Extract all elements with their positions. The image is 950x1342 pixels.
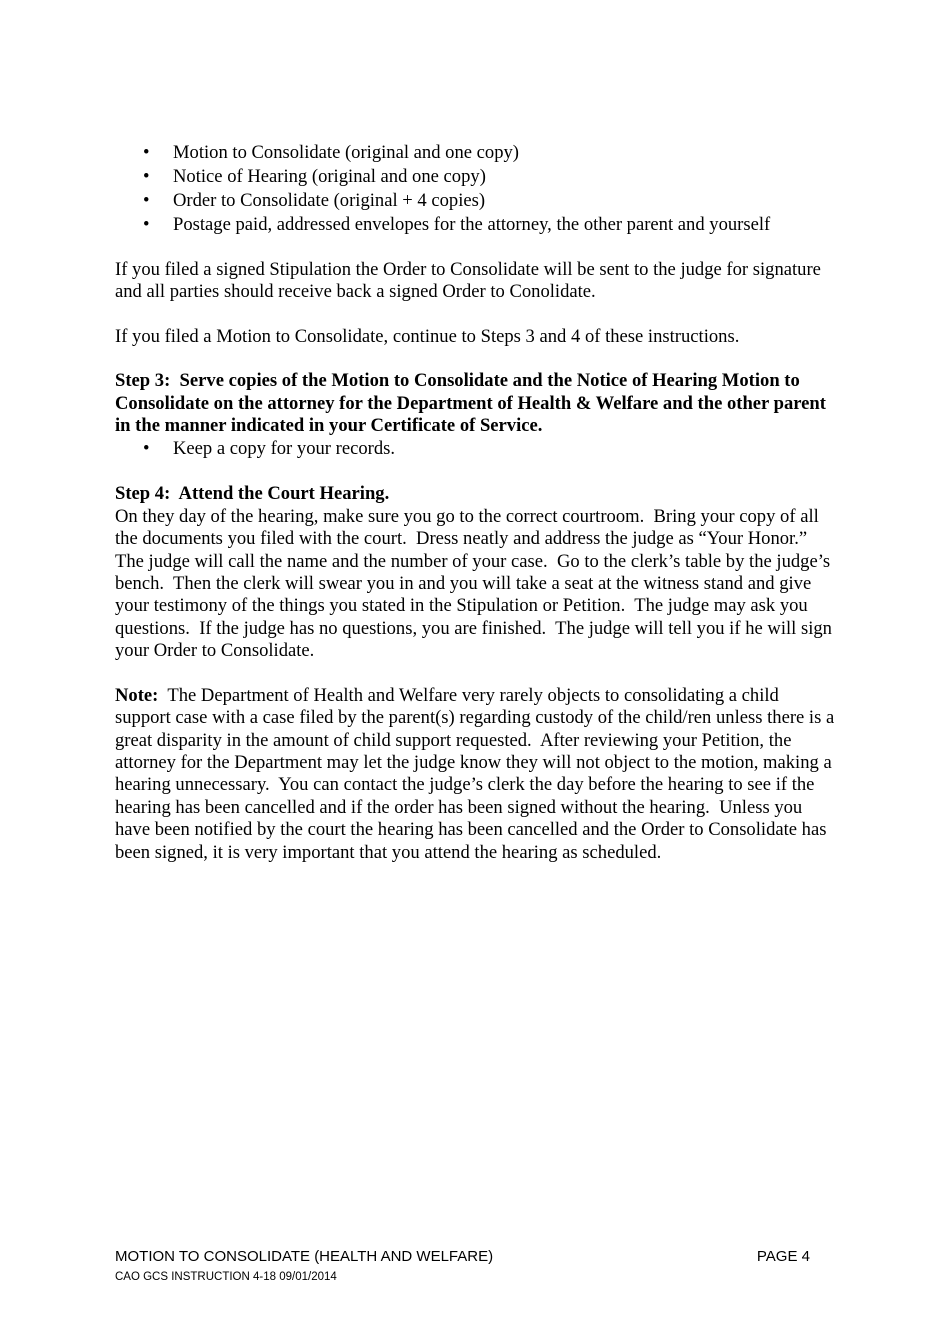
step3-heading: Step 3: Serve copies of the Motion to Consolidate and the Notice of Hearing Motion to Consolidate on the attorney for the Department of Health & Welfare and the other parent in the manner indicated in your Certificate of Service. (115, 370, 831, 437)
footer-instruction-line: CAO GCS INSTRUCTION 4-18 09/01/2014 (115, 1271, 337, 1283)
motion-paragraph: If you filed a Motion to Consolidate, continue to Steps 3 and 4 of these instructions. (115, 325, 740, 347)
note-label: Note: (115, 684, 159, 706)
checklist-item: • Notice of Hearing (original and one copy) (115, 165, 837, 189)
note-paragraph (115, 685, 837, 864)
footer-page-number: PAGE 4 (756, 1248, 810, 1265)
document-checklist (115, 141, 837, 237)
step3-bullet-list (115, 437, 837, 461)
note-body: The Department of Health and Welfare very rarely objects to consolidating a child support case with a case filed by the parent(s) regarding custody of the child/ren unless there is a great disparity in the amount of child support requested. After reviewing your Petition, the attorney for the Department may let the judge know they will not object to the motion, making a hearing unnecessary. You can contact the judge’s clerk the day before the hearing to see if the hearing has been cancelled and if the order has been signed without the hearing. Unless you have been notified by the court the hearing has been cancelled and the Order to Consolidate has been signed, it is very important that you attend the hearing as scheduled. (115, 684, 839, 863)
checklist-item: • Motion to Consolidate (original and one copy) (115, 141, 837, 165)
step4-body: On they day of the hearing, make sure you go to the correct courtroom. Bring your copy of all the documents you filed with the court. Dress neatly and address the judge as “Your Honor.” The judge will call the name and the number of your case. Go to the clerk’s table by the judge’s bench. Then the clerk will swear you in and you will take a seat at the witness stand and give your testimony of the things you stated in the Stipulation or Petition. The judge may ask you questions. If the judge has no questions, you are finished. The judge will tell you if he will sign your Order to Consolidate. (115, 505, 837, 662)
checklist-item: • Postage paid, addressed envelopes for the attorney, the other parent and yourself (115, 213, 837, 237)
page-footer (115, 1248, 840, 1284)
stipulation-paragraph: If you filed a signed Stipulation the Order to Consolidate will be sent to the judge for signature and all parties should receive back a signed Order to Conolidate. (115, 259, 826, 303)
footer-title: MOTION TO CONSOLIDATE (HEALTH AND WELFARE) (115, 1248, 494, 1265)
checklist-item: • Keep a copy for your records. (115, 437, 837, 461)
step4-section (115, 483, 837, 662)
step4-heading: Step 4: Attend the Court Hearing. (115, 483, 390, 505)
checklist-item: • Order to Consolidate (original + 4 copies) (115, 189, 837, 213)
document-content (115, 141, 837, 886)
footer-title-row (115, 1248, 840, 1266)
